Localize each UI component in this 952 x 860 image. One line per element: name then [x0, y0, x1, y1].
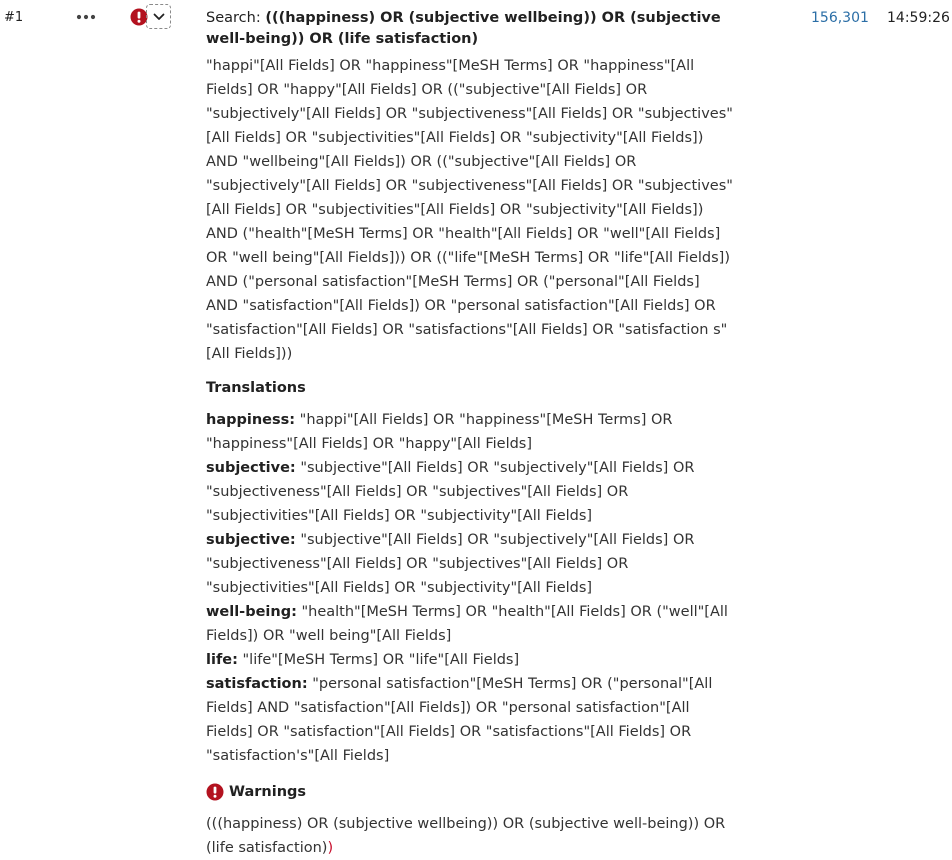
warnings-header — [206, 780, 736, 804]
search-label: Search: — [206, 10, 261, 26]
translation-value: "health"[MeSH Terms] OR "health"[All Fields] OR ("well"[All Fields]) OR "well being"[All Fields] — [206, 604, 728, 644]
translation-value: "subjective"[All Fields] OR "subjectively"[All Fields] OR "subjectiveness"[All Fields] OR "subjectives"[All Fields] OR "subjectivities"[All Fields] OR "subjectivity"[All Fields] — [206, 532, 695, 596]
toggle-details-button[interactable] — [146, 4, 171, 29]
warning-query — [206, 812, 736, 860]
translation-term: happiness: — [206, 412, 296, 428]
row-number: #1 — [4, 10, 24, 25]
translation-term: well-being: — [206, 604, 297, 620]
ellipsis-icon — [76, 14, 96, 20]
translation-item — [206, 672, 736, 768]
translation-item — [206, 528, 736, 600]
warnings-title: Warnings — [229, 784, 307, 800]
search-details — [206, 8, 736, 860]
translation-item — [206, 456, 736, 528]
more-actions-button[interactable] — [74, 6, 98, 28]
translation-item — [206, 408, 736, 456]
translations-title: Translations — [206, 380, 306, 396]
query-details: "happi"[All Fields] OR "happiness"[MeSH Terms] OR "happiness"[All Fields] OR "happy"[All Fields] OR (("subjective"[All Fields] OR "subjectively"[All Fields] OR "subjectiveness"[All Fields] OR "subjectives"[All Fields] OR "subjectivities"[All Fields] OR "subjectivity"[All Fields]) AND "wellbeing"[All Fields]) OR (("subjective"[All Fields] OR "subjectively"[All Fields] OR "subjectiveness"[All Fields] OR "subjectives"[All Fields] OR "subjectivities"[All Fields] OR "subjectivity"[All Fields]) AND ("health"[MeSH Terms] OR "health"[All Fields] OR "well"[All Fields] OR "well being"[All Fields])) OR (("life"[MeSH Terms] OR "life"[All Fields]) AND ("personal satisfaction"[MeSH Terms] OR ("personal"[All Fields] AND "satisfaction"[All Fields]) OR "personal satisfaction"[All Fields] OR "satisfaction"[All Fields] OR "satisfactions"[All Fields] OR "satisfaction s"[All Fields])) — [206, 58, 733, 362]
search-time: 14:59:26 — [887, 10, 950, 26]
unmatched-parenthesis: ) — [327, 840, 334, 856]
search-line — [206, 8, 736, 50]
warning-icon — [206, 783, 224, 801]
results-count-link[interactable]: 156,301 — [811, 10, 869, 26]
translation-item — [206, 600, 736, 648]
translation-term: subjective: — [206, 460, 296, 476]
search-term: (((happiness) OR (subjective wellbeing)) OR (subjective well-being)) OR (life satisfaction) — [206, 10, 721, 47]
warning-query-text: (((happiness) OR (subjective wellbeing)) OR (subjective well-being)) OR (life satisfaction) — [206, 816, 726, 856]
translation-term: subjective: — [206, 532, 296, 548]
translation-term: life: — [206, 652, 238, 668]
translation-value: "subjective"[All Fields] OR "subjectively"[All Fields] OR "subjectiveness"[All Fields] OR "subjectives"[All Fields] OR "subjectivities"[All Fields] OR "subjectivity"[All Fields] — [206, 460, 695, 524]
translation-value: "happi"[All Fields] OR "happiness"[MeSH Terms] OR "happiness"[All Fields] OR "happy"[All Fields] — [206, 412, 673, 452]
translations-list — [206, 408, 736, 768]
translation-value: "personal satisfaction"[MeSH Terms] OR ("personal"[All Fields] AND "satisfaction"[All Fields]) OR "personal satisfaction"[All Fields] OR "satisfaction"[All Fields] OR "satisfactions"[All Fields] OR "satisfaction's"[All Fields] — [206, 676, 713, 764]
translation-item — [206, 648, 736, 672]
translation-term: satisfaction: — [206, 676, 308, 692]
translation-value: "life"[MeSH Terms] OR "life"[All Fields] — [242, 652, 520, 668]
chevron-down-icon — [153, 13, 165, 21]
